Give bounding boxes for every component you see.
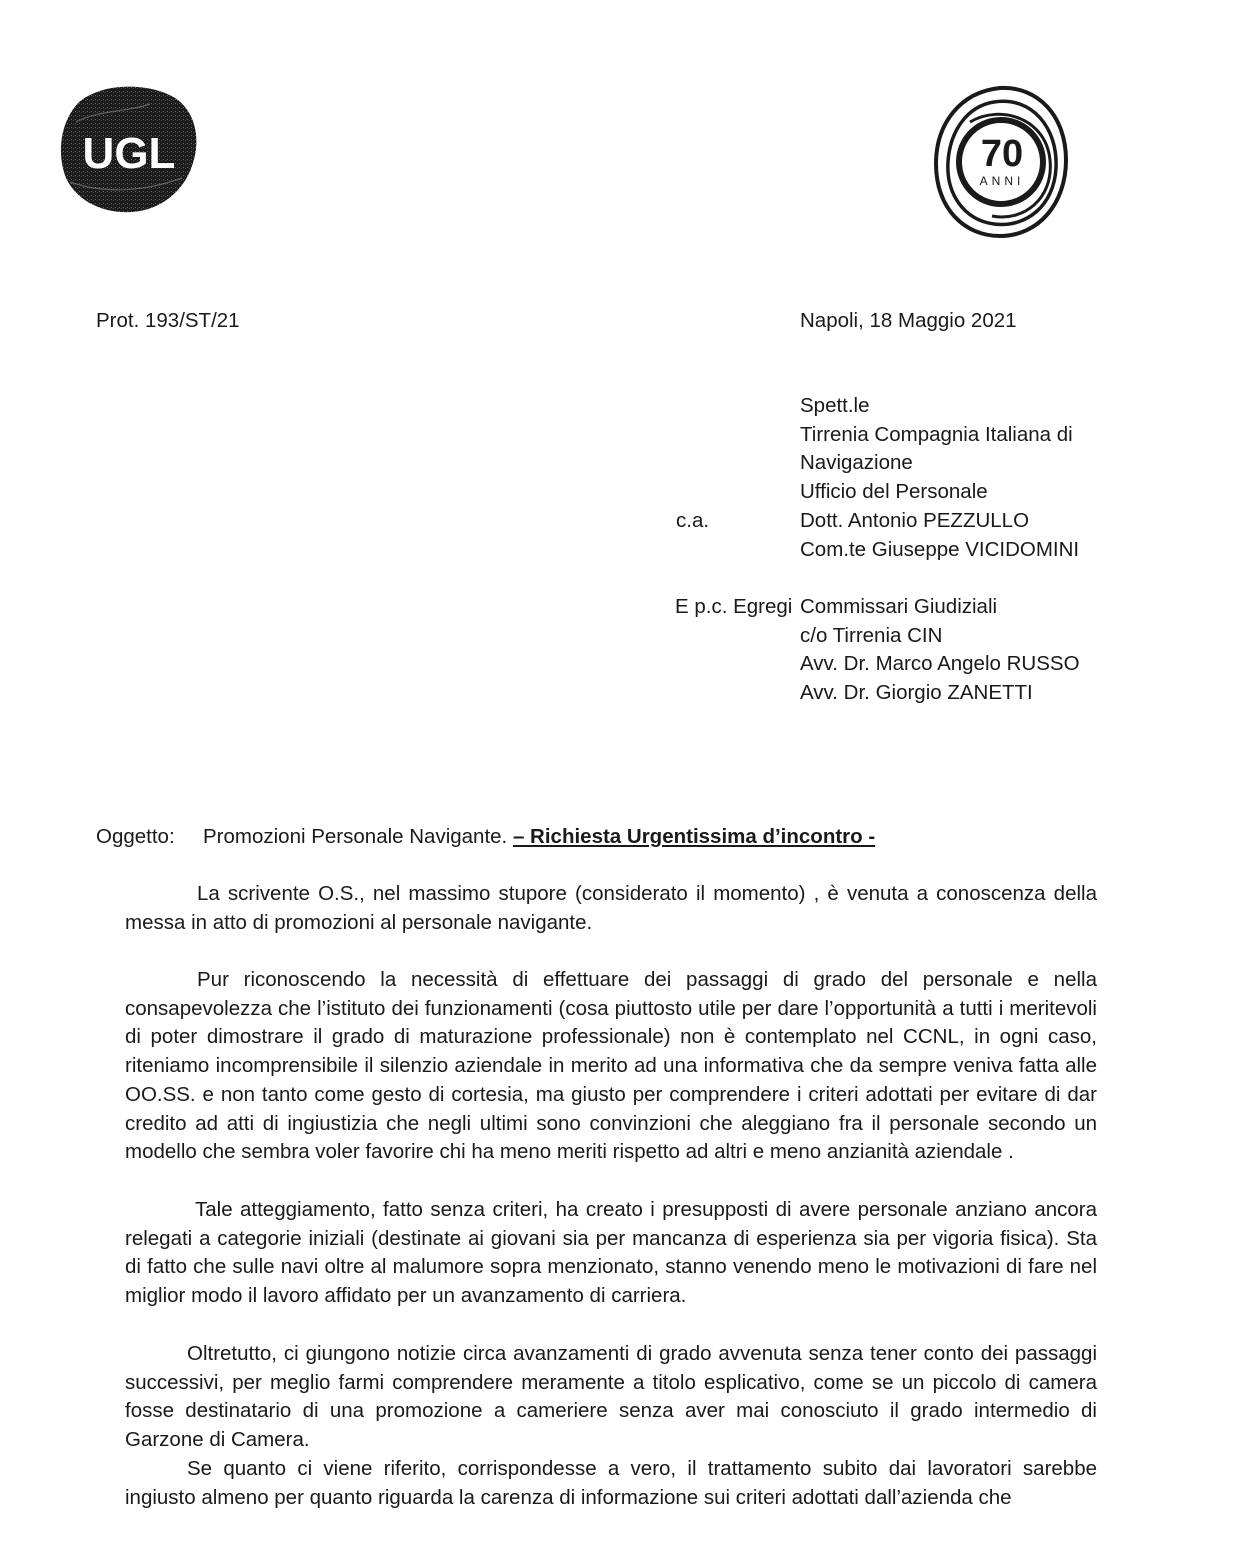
ca-label: c.a.	[676, 509, 710, 532]
subject-urgent: – Richiesta Urgentissima d’incontro -	[512, 825, 876, 848]
copy-to-line: Commissari Giudiziali	[800, 595, 998, 618]
letter-date: Napoli, 18 Maggio 2021	[800, 309, 1017, 332]
recipient-line: Ufficio del Personale	[800, 480, 988, 504]
ugl-logo-text: UGL	[82, 129, 176, 178]
seventy-logo-number: 70	[980, 133, 1024, 175]
body-paragraph: Se quanto ci viene riferito, corrispondesse a vero, il trattamento subito dai lavoratori sarebbe ingiusto almeno per quanto riguarda la carenza di informazione sui criteri adottati dall’azienda che	[125, 1457, 1097, 1509]
body-paragraph: Pur riconoscendo la necessità di effettuare dei passaggi di grado del personale e nella consapevolezza che l’istituto dei funzionamenti (cosa piuttosto utile per dare l’opportunità a tutti i meritevoli di poter dimostrare il grado di maturazione professionale) non è contemplato nel CCNL, in ogni caso, riteniamo incomprensibile il silenzio aziendale in merito ad una informativa che da sempre veniva fatta alle OO.SS. e non tanto come gesto di cortesia, ma giusto per comprendere i criteri adottati per evitare di dar credito ad atti di ingiustizia che negli ultimi sono convinzioni che aleggiano fra il personale secondo un modello che sembra voler favorire chi ha meno meriti rispetto ad altri e meno anzianità aziendale .	[125, 968, 1097, 1164]
body-paragraph: Tale atteggiamento, fatto senza criteri, ha creato i presupposti di avere personale anziano ancora relegati a categorie iniziali (destinate ai giovani sia per mancanza di esperienza sia per vigoria fisica). Sta di fatto che sulle navi oltre al malumore sopra menzionato, stanno venendo meno le motivazioni di fare nel miglior modo il lavoro affidato per un avanzamento di carriera.	[125, 1198, 1097, 1308]
copy-to-block	[800, 593, 1080, 708]
recipient-line: Com.te Giuseppe VICIDOMINI	[800, 537, 1080, 561]
seventy-anni-logo	[930, 82, 1072, 242]
subject-line	[203, 823, 875, 852]
recipient-line: Navigazione	[800, 451, 913, 475]
recipient-block	[800, 392, 1079, 564]
copy-to-line: Avv. Dr. Giorgio ZANETTI	[800, 681, 1033, 705]
copy-to-label: E p.c. Egregi	[675, 595, 793, 618]
anni-logo-word: ANNI	[979, 174, 1025, 188]
ugl-logo	[58, 82, 200, 214]
recipient-line: Dott. Antonio PEZZULLO	[800, 508, 1030, 532]
body-paragraph: Oltretutto, ci giungono notizie circa avanzamenti di grado avvenuta senza tener conto dei passaggi successivi, per meglio farmi comprendere meramente a titolo esplicativo, come se un piccolo di camera fosse destinatario di una promozione a cameriere senza aver mai conosciuto il grado intermedio di Garzone di Camera.	[125, 1342, 1097, 1452]
subject-text: Promozioni Personale Navigante.	[203, 825, 513, 848]
copy-to-line: c/o Tirrenia CIN	[800, 623, 943, 647]
recipient-line: Spett.le	[800, 394, 870, 417]
protocol-number: Prot. 193/ST/21	[96, 309, 240, 332]
recipient-line: Tirrenia Compagnia Italiana di	[800, 422, 1073, 446]
body-paragraph: La scrivente O.S., nel massimo stupore (considerato il momento) , è venuta a conoscenza della messa in atto di promozioni al personale navigante.	[125, 882, 1097, 934]
subject-label: Oggetto:	[96, 825, 175, 848]
copy-to-line: Avv. Dr. Marco Angelo RUSSO	[800, 652, 1080, 676]
